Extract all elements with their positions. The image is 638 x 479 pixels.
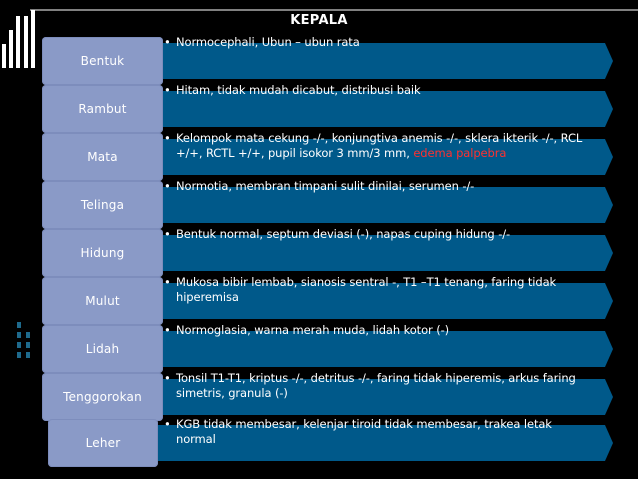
detail-text: Bentuk normal, septum deviasi (-), napas cuping hidung -/- — [176, 227, 511, 241]
category-label: Leher — [85, 436, 121, 450]
row-hidung — [0, 229, 638, 277]
row-tenggorokan — [0, 373, 638, 421]
category-label: Telinga — [80, 198, 125, 212]
detail-text: Normocephali, Ubun – ubun rata — [176, 35, 360, 49]
detail-item — [164, 131, 592, 160]
bullet-icon: • — [164, 131, 171, 145]
category-label: Hidung — [80, 246, 125, 260]
bullet-icon: • — [164, 371, 171, 385]
detail-item — [164, 35, 592, 50]
row-rambut — [0, 85, 638, 133]
bullet-icon: • — [164, 275, 171, 289]
bullet-icon: • — [164, 35, 171, 49]
detail-text: Tonsil T1-T1, kriptus -/-, detritus -/-, faring tidak hiperemis, arkus faring simetris, granula (-) — [176, 371, 576, 400]
detail-item — [164, 371, 592, 400]
row-mulut — [0, 277, 638, 325]
category-label: Bentuk — [80, 54, 125, 68]
detail-text — [176, 131, 592, 160]
slide-title: KEPALA — [290, 13, 348, 28]
bullet-icon: • — [164, 179, 171, 193]
detail-item — [164, 275, 592, 304]
category-label-box — [42, 373, 163, 421]
category-label: Rambut — [78, 102, 127, 116]
row-leher — [0, 419, 638, 467]
category-label-box — [42, 325, 163, 373]
category-label-box — [42, 37, 163, 85]
category-label: Tenggorokan — [63, 390, 142, 404]
detail-text: Normotia, membran timpani sulit dinilai, serumen -/- — [176, 179, 475, 193]
category-label-box — [42, 229, 163, 277]
category-label-box — [42, 85, 163, 133]
category-label-box — [42, 277, 163, 325]
detail-item — [164, 83, 592, 98]
detail-text: Hitam, tidak mudah dicabut, distribusi baik — [176, 83, 421, 97]
row-mata — [0, 133, 638, 181]
detail-text: Normoglasia, warna merah muda, lidah kotor (-) — [176, 323, 450, 337]
detail-text: Mukosa bibir lembab, sianosis sentral -, T1 –T1 tenang, faring tidak hiperemisa — [176, 275, 557, 304]
category-label-box — [48, 419, 158, 467]
detail-item — [164, 179, 592, 194]
detail-text: KGB tidak membesar, kelenjar tiroid tidak membesar, trakea letak normal — [176, 417, 552, 446]
category-label-box — [42, 181, 163, 229]
bullet-icon: • — [164, 417, 171, 431]
highlight-text: edema palpebra — [413, 145, 507, 160]
detail-item — [164, 417, 592, 446]
bullet-icon: • — [164, 227, 171, 241]
bullet-icon: • — [164, 83, 171, 97]
category-label: Lidah — [85, 342, 120, 356]
detail-text-main: Kelompok mata cekung -/-, konjungtiva anemis -/-, sklera ikterik -/-, RCL +/+, RCTL +/+, pupil isokor 3 mm/3 mm, — [176, 131, 583, 160]
detail-item — [164, 323, 592, 338]
row-lidah — [0, 325, 638, 373]
detail-item — [164, 227, 592, 242]
category-label-box — [42, 133, 163, 181]
category-label: Mata — [87, 150, 118, 164]
row-bentuk — [0, 37, 638, 85]
category-label: Mulut — [85, 294, 120, 308]
row-telinga — [0, 181, 638, 229]
bullet-icon: • — [164, 323, 171, 337]
